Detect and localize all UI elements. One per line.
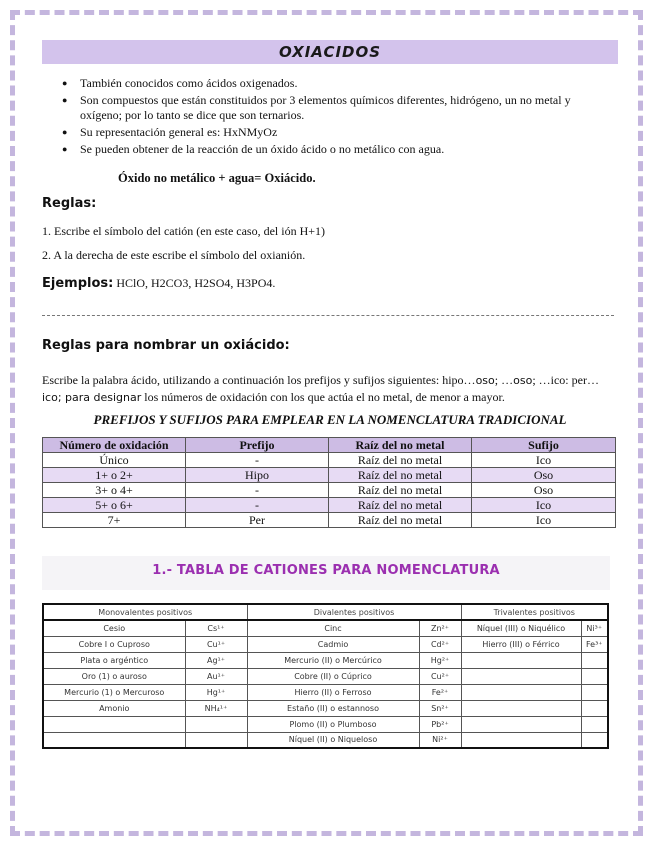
- column-header: Raíz del no metal: [329, 438, 472, 453]
- table-cell: [581, 732, 608, 748]
- cation-table-title: 1.- TABLA DE CATIONES PARA NOMENCLATURA: [152, 563, 500, 578]
- table-cell: Ni³⁺: [581, 620, 608, 636]
- table-cell: -: [186, 498, 329, 513]
- table-cell: Cu¹⁺: [185, 636, 247, 652]
- table-row: [43, 483, 616, 498]
- table-cell: [461, 716, 581, 732]
- table-header-row: [43, 438, 616, 453]
- table-cell: [461, 684, 581, 700]
- intro-text: los números de oxidación con los que actúa el no metal, de menor a mayor.: [141, 390, 505, 404]
- table-cell: -: [186, 483, 329, 498]
- table-cell: [43, 716, 185, 732]
- table-row: [43, 700, 608, 716]
- table-cell: Fe³⁺: [581, 636, 608, 652]
- table-cell: Cu²⁺: [419, 668, 461, 684]
- table-cell: Au¹⁺: [185, 668, 247, 684]
- table-row: [43, 668, 608, 684]
- table-cell: 3+ o 4+: [43, 483, 186, 498]
- table-row: [43, 468, 616, 483]
- table-cell: [185, 732, 247, 748]
- table-cell: Hierro (II) o Ferroso: [247, 684, 419, 700]
- table-cell: Ni²⁺: [419, 732, 461, 748]
- list-item: ● Son compuestos que están constituidos por 3 elementos químicos diferentes, hidrógeno, un no metal y oxígeno; por lo tanto se dice que son ternarios.: [62, 93, 602, 123]
- table-cell: Oso: [472, 468, 616, 483]
- intro-oso: oso: [475, 374, 495, 387]
- table-cell: [581, 668, 608, 684]
- table-cell: Raíz del no metal: [329, 513, 472, 528]
- table-cell: Níquel (III) o Niquélico: [461, 620, 581, 636]
- column-header: Trivalentes positivos: [461, 604, 608, 620]
- table-cell: Hierro (III) o Férrico: [461, 636, 581, 652]
- table-cell: Cesio: [43, 620, 185, 636]
- table-cell: -: [186, 453, 329, 468]
- table-row: [43, 732, 608, 748]
- table-cell: [461, 700, 581, 716]
- table-cell: Mercurio (1) o Mercuroso: [43, 684, 185, 700]
- table-cell: Raíz del no metal: [329, 453, 472, 468]
- table-cell: Níquel (II) o Niqueloso: [247, 732, 419, 748]
- table-cell: Zn²⁺: [419, 620, 461, 636]
- table-cell: Pb²⁺: [419, 716, 461, 732]
- table-row: [43, 620, 608, 636]
- table-cell: [461, 652, 581, 668]
- table-cell: Sn²⁺: [419, 700, 461, 716]
- table-cell: Cobre (II) o Cúprico: [247, 668, 419, 684]
- rules-heading: Reglas:: [42, 196, 97, 211]
- table-cell: Ico: [472, 453, 616, 468]
- table-row: [43, 684, 608, 700]
- table-cell: [185, 716, 247, 732]
- table-cell: Raíz del no metal: [329, 483, 472, 498]
- naming-heading: Reglas para nombrar un oxiácido:: [42, 338, 290, 353]
- table-row: [43, 453, 616, 468]
- table-cell: Plata o argéntico: [43, 652, 185, 668]
- table-cell: [581, 684, 608, 700]
- table-cell: NH₄¹⁺: [185, 700, 247, 716]
- list-item: ● Su representación general es: HxNMyOz: [62, 125, 602, 140]
- table-cell: Oso: [472, 483, 616, 498]
- list-item: ● También conocidos como ácidos oxigenados.: [62, 76, 602, 91]
- table-cell: Cinc: [247, 620, 419, 636]
- table-cell: [461, 668, 581, 684]
- table-row: [43, 636, 608, 652]
- table-cell: Oro (1) o auroso: [43, 668, 185, 684]
- list-item: ● Se pueden obtener de la reacción de un óxido ácido o no metálico con agua.: [62, 142, 602, 157]
- bullet-list: [62, 76, 602, 159]
- intro-text: Escribe la palabra ácido, utilizando a continuación los prefijos y sufijos siguientes: hipo…: [42, 373, 476, 387]
- table-cell: Cs¹⁺: [185, 620, 247, 636]
- table-cell: Cadmio: [247, 636, 419, 652]
- column-header: Número de oxidación: [43, 438, 186, 453]
- table-cell: [581, 700, 608, 716]
- table-cell: [43, 732, 185, 748]
- examples-label: Ejemplos:: [42, 276, 114, 291]
- column-header: Sufijo: [472, 438, 616, 453]
- table-cell: Ico: [472, 513, 616, 528]
- formula-line: Óxido no metálico + agua= Oxiácido.: [118, 171, 316, 185]
- table-cell: Per: [186, 513, 329, 528]
- table-row: [43, 716, 608, 732]
- cation-table: [42, 603, 609, 749]
- examples-line: [42, 276, 275, 291]
- intro-ico: ico; para designar: [42, 391, 142, 404]
- intro-oso: oso: [513, 374, 533, 387]
- table-row: [43, 652, 608, 668]
- table-row: [43, 498, 616, 513]
- column-header: Monovalentes positivos: [43, 604, 247, 620]
- table-cell: Hg²⁺: [419, 652, 461, 668]
- table-cell: Único: [43, 453, 186, 468]
- table-cell: Fe²⁺: [419, 684, 461, 700]
- table-cell: [461, 732, 581, 748]
- intro-text: ; …: [494, 373, 514, 387]
- intro-text: ; …ico: per…: [532, 373, 599, 387]
- table-header-row: [43, 604, 608, 620]
- table-cell: Hipo: [186, 468, 329, 483]
- table-cell: [581, 652, 608, 668]
- rule-1: 1. Escribe el símbolo del catión (en este caso, del ión H+1): [42, 224, 326, 238]
- table-caption: PREFIJOS Y SUFIJOS PARA EMPLEAR EN LA NOMENCLATURA TRADICIONAL: [93, 412, 567, 427]
- table-cell: 5+ o 6+: [43, 498, 186, 513]
- table-cell: Raíz del no metal: [329, 468, 472, 483]
- table-cell: 1+ o 2+: [43, 468, 186, 483]
- section-divider: [42, 315, 614, 316]
- table-cell: Hg¹⁺: [185, 684, 247, 700]
- examples-text: HClO, H2CO3, H2SO4, H3PO4.: [116, 276, 276, 290]
- table-cell: [581, 716, 608, 732]
- table-cell: Amonio: [43, 700, 185, 716]
- table-row: [43, 513, 616, 528]
- table-cell: Mercurio (II) o Mercúrico: [247, 652, 419, 668]
- prefix-suffix-table: [42, 437, 616, 528]
- column-header: Divalentes positivos: [247, 604, 461, 620]
- table-cell: Plomo (II) o Plumboso: [247, 716, 419, 732]
- table-cell: Estaño (II) o estannoso: [247, 700, 419, 716]
- naming-intro: [42, 372, 617, 406]
- table-cell: Cd²⁺: [419, 636, 461, 652]
- rule-2: 2. A la derecha de este escribe el símbolo del oxianión.: [42, 248, 306, 262]
- table-cell: Ico: [472, 498, 616, 513]
- table-cell: 7+: [43, 513, 186, 528]
- table-cell: Raíz del no metal: [329, 498, 472, 513]
- column-header: Prefijo: [186, 438, 329, 453]
- table-cell: Cobre I o Cuproso: [43, 636, 185, 652]
- page-title: OXIACIDOS: [42, 40, 618, 64]
- table-cell: Ag¹⁺: [185, 652, 247, 668]
